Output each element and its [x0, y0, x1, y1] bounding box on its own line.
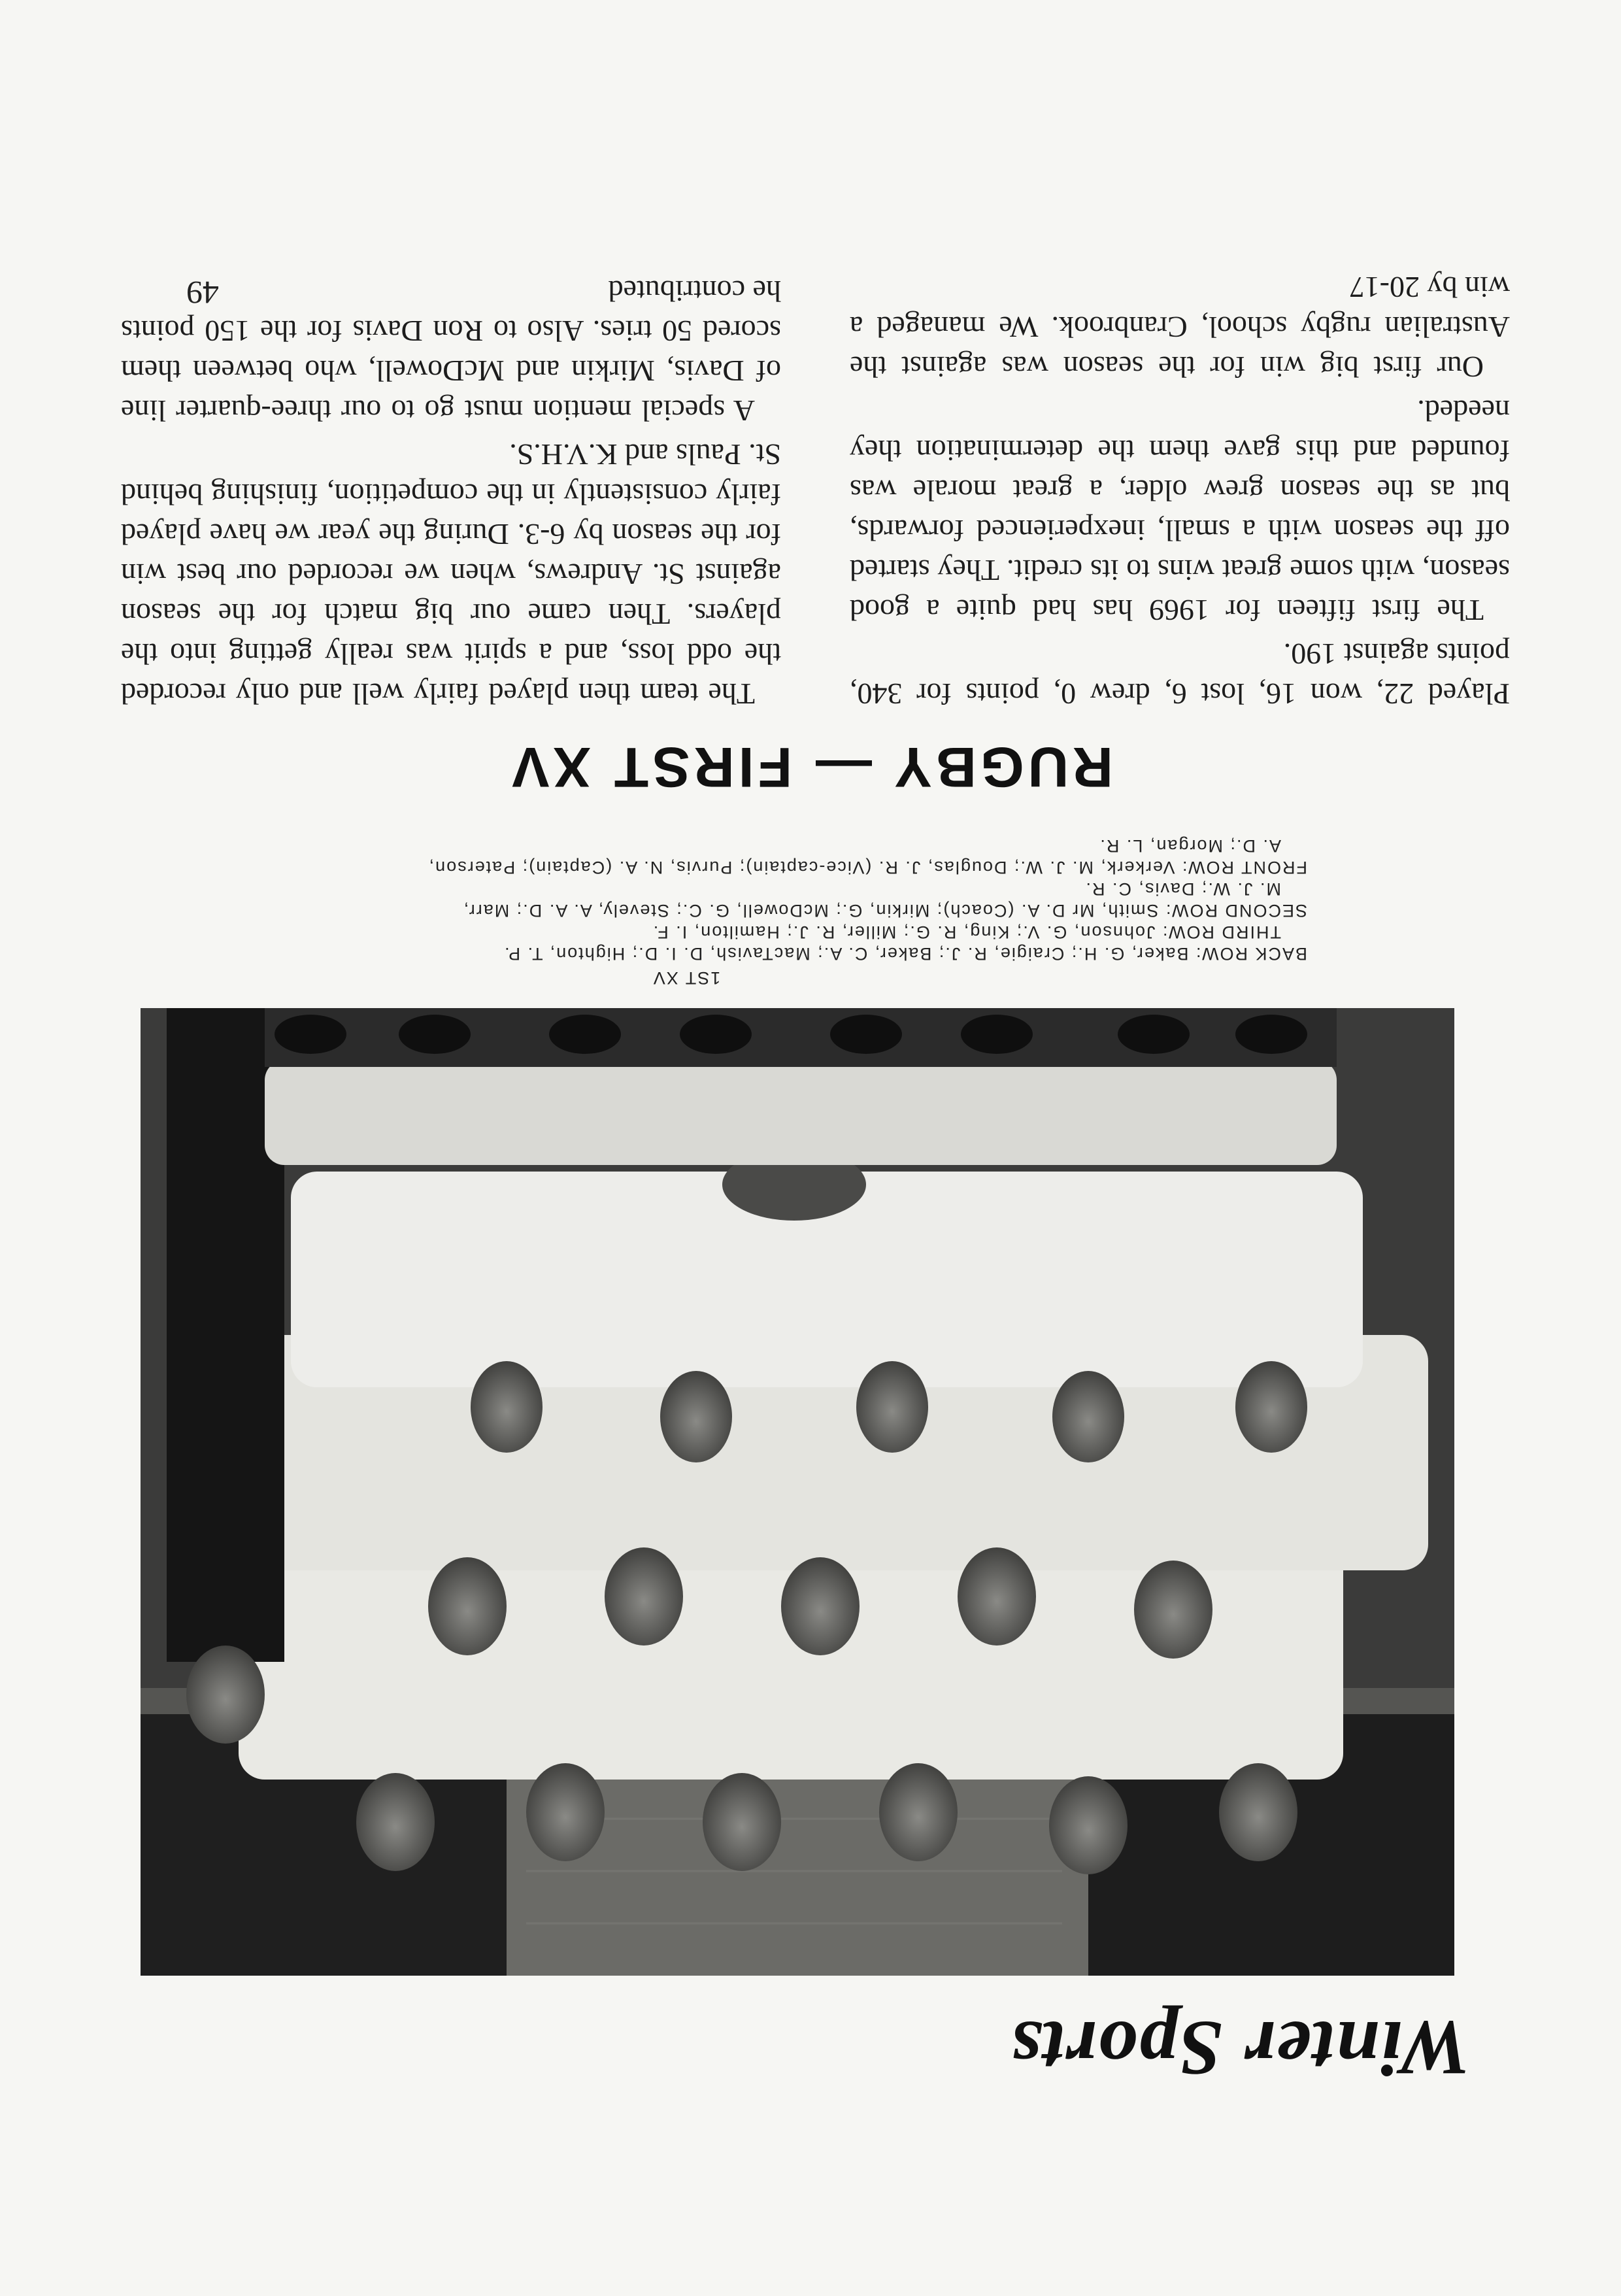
article-paragraph: The team then played fairly well and only recorded the odd loss, and a spirit was really getting into the players. Then came our big match for the season against St. Andrews, when we recorded our best win for the season by 6-3. During the year we have played fairly consistently in the competition, finishing behind St. Pauls and K.V.H.S. — [121, 438, 781, 711]
article-paragraph: Our first big win for the season was against the Australian rugby school, Cranbrook. We managed a win by 20-17 — [850, 271, 1510, 384]
team-photo-illustration — [141, 1008, 1454, 1976]
caption-third-row: THIRD ROW: Johnson, G. V.; King, R. G.; Miller, R. J.; Hamilton, I. F. — [652, 922, 1281, 942]
page-number: 49 — [186, 275, 219, 311]
caption-back-row: BACK ROW: Baker, G. H.; Craigie, R. J.; Baker, C. A.; MacTavish, D. I. D.; Highton, T. P. — [503, 944, 1307, 964]
caption-front-row-cont: A. D.; Morgan, L. R. — [1099, 836, 1281, 856]
caption-second-row-cont: M. J. W.; Davis, C. R. — [1084, 879, 1281, 899]
article-column-right — [121, 267, 781, 714]
article-paragraph: Played 22, won 16, lost 6, drew 0, points for 340, points against 190. — [850, 637, 1510, 711]
caption-second-row: SECOND ROW: Smith, Mr D. A. (Coach); Mirkin, G.; McDowell, G. C.; Stevely, A. A. D.; Marr, — [462, 901, 1307, 920]
team-photo — [141, 1008, 1454, 1976]
caption-title: 1ST XV — [652, 968, 721, 988]
article-heading: RUGBY — FIRST XV — [508, 735, 1113, 798]
article-paragraph: A special mention must go to our three-quarter line of Davis, Mirkin and McDowell, who between them scored 50 tries. Also to Ron Davis for the 150 points he contributed — [121, 275, 781, 428]
photo-caption — [65, 835, 1307, 988]
caption-front-row: FRONT ROW: Verkerk, M. J. W.; Douglas, J. R. (Vice-captain); Purvis, N. A. (Captain); Paterson, — [427, 858, 1307, 877]
section-title: Winter Sports — [1009, 2005, 1471, 2092]
article-paragraph: The first fifteen for 1969 has had quite a good season, with some great wins to its credit. They started off the season with a small, inexperienced forwards, but as the season grew older, a great morale was founded and this gave them the determination they needed. — [850, 394, 1510, 627]
article-column-left — [850, 263, 1510, 714]
